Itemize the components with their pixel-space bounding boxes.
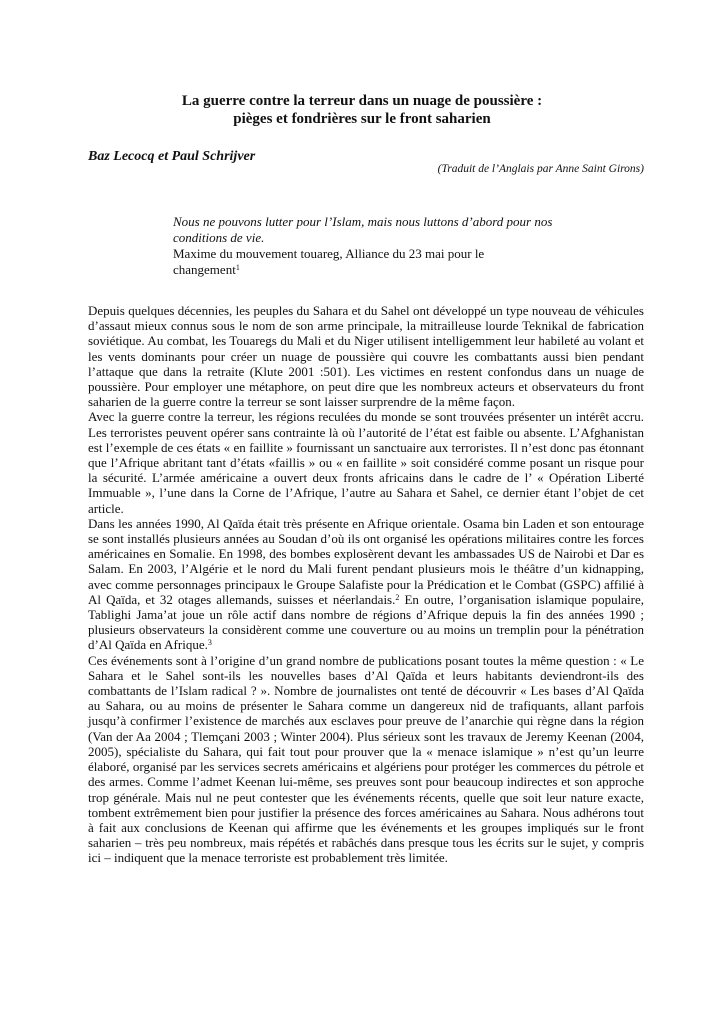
paragraph-3 <box>88 516 644 653</box>
title-line-2: pièges et fondrières sur le front saharien <box>233 111 491 127</box>
epigraph-attribution <box>173 246 553 278</box>
footnote-ref-2[interactable]: 2 <box>395 592 400 602</box>
footnote-ref-3[interactable]: 3 <box>207 638 212 648</box>
paragraph-3-part-2: En outre, l’organisation islamique populaire, Tablighi Jama’at joue un rôle actif dans nombre de régions d’Afrique depuis la fin des années 1990 ; plusieurs observateurs la considèrent comme une couverture ou au moins un tremplin pour la pénétration d’Al Qaïda en Afrique. <box>88 591 645 653</box>
body-text <box>88 303 644 866</box>
footnote-ref-1[interactable]: 1 <box>235 263 240 272</box>
paragraph-2: Avec la guerre contre la terreur, les régions reculées du monde se sont trouvées présenter un intérêt accru. Les terroristes peuvent opérer sans contrainte là où l’autorité de l’état est faible ou absente. L’Afghanistan est l’exemple de ces états « en faillite » fournissant un sanctuaire aux terroristes. Il n’est donc pas étonnant que l’Afrique abritant tant d’états «faillis » ou « en faillite » soit considéré comme posant un risque pour la sécurité. L’armée américaine a ouvert deux fronts africains dans le cadre de l’ « Opération Liberté Immuable », l’une dans la Corne de l’Afrique, l’autre au Sahara et Sahel, ce dernier étant l’objet de cet article. <box>88 409 644 516</box>
paragraph-4: Ces événements sont à l’origine d’un grand nombre de publications posant toutes la même question : « Le Sahara et le Sahel sont-ils les nouvelles bases d’Al Qaïda et leurs habitants deviendront-ils des combattants de l’Islam radical ? ». Nombre de journalistes ont tenté de découvrir « Les bases d’Al Qaïda au Sahara, ou au moins de présenter le Sahara comme un dangereux nid de trafiquants, allant parfois jusqu’à confirmer l’existence de marchés aux esclaves pour preuve de l’anarchie qui règne dans la région (Van der Aa 2004 ; Tlemçani 2003 ; Winter 2004). Plus sérieux sont les travaux de Jeremy Keenan (2004, 2005), spécialiste du Sahara, qui fait tout pour prouver que la « menace islamique » n’est qu’un leurre élaboré, organisé par les services secrets américains et algériens pour protéger les commerces du pétrole et des armes. Comme l’admet Keenan lui-même, ses preuves sont pour beaucoup indirectes et son approche trop générale. Mais nul ne peut contester que les événements récents, quelle que soit leur nature exacte, tombent extrêmement bien pour justifier la présence des forces américaines au Sahara. Nous adhérons tout à fait aux conclusions de Keenan qui affirme que les événements et les groupes impliqués sur le front saharien – très peu nombreux, mais répétés et rabâchés dans presque tous les écrits sur le sujet, y compris ici – indiquent que la menace terroriste est probablement très limitée. <box>88 652 644 866</box>
epigraph-quote: Nous ne pouvons lutter pour l’Islam, mais nous luttons d’abord pour nos conditions de vie. <box>173 214 553 245</box>
epigraph-attribution-text: Maxime du mouvement touareg, Alliance du 23 mai pour le changement <box>173 246 485 277</box>
paragraph-1: Depuis quelques décennies, les peuples du Sahara et du Sahel ont développé un type nouveau de véhicules d’assaut mieux connus sous le nom de son arme principale, la mitrailleuse lourde Teknikal de fabrication soviétique. Au combat, les Touaregs du Mali et du Niger utilisent intelligemment leur habileté au volant et les vents dominants pour créer un nuage de poussière qui couvre les combattants aussi bien pendant l’attaque que dans la retraite (Klute 2001 :501). Les victimes en restent confondus dans un nuage de poussière. Pour employer une métaphore, on peut dire que les nombreux acteurs et observateurs du front saharien de la guerre contre la terreur se sont laisser surprendre de la même façon. <box>88 303 644 410</box>
translator-note: (Traduit de l’Anglais par Anne Saint Girons) <box>437 163 644 175</box>
authors: Baz Lecocq et Paul Schrijver <box>88 149 256 164</box>
title-line-1: La guerre contre la terreur dans un nuage de poussière : <box>181 93 543 109</box>
epigraph <box>173 214 553 278</box>
paragraph-3-part-1: Dans les années 1990, Al Qaïda était très présente en Afrique orientale. Osama bin Laden et son entourage se sont installés plusieurs années au Soudan d’où ils ont organisé les opérations militaires contre les forces américaines en Somalie. En 1998, des bombes explosèrent devant les ambassades US de Nairobi et Dar es Salam. En 2003, l’Algérie et le nord du Mali furent pendant plusieurs mois le théâtre d’un kidnapping, avec comme personnages principaux le Groupe Salafiste pour la Prédication et le Combat (GSPC) affilié à Al Qaïda, et 32 otages allemands, suisses et néerlandais. <box>88 515 644 607</box>
